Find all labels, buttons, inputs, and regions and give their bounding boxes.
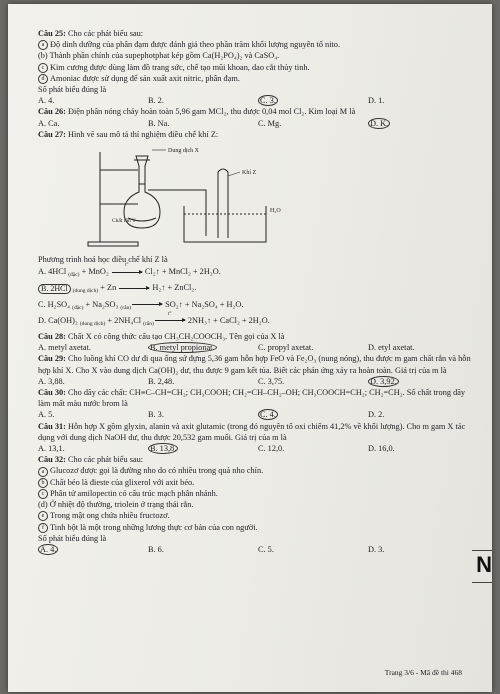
question-29 (38, 353, 478, 375)
option-label: D. K. (370, 118, 389, 128)
eq-mid: + MnO₂ (79, 267, 111, 277)
option-b[interactable] (148, 376, 258, 387)
options-q26 (38, 118, 478, 129)
option-b[interactable] (148, 544, 258, 555)
statement-text: Kim cương được dùng làm đồ trang sức, chế tạo mũi khoan, dao cắt thủy tinh. (50, 62, 310, 72)
option-label: B. Na. (148, 118, 170, 128)
option-c[interactable] (258, 95, 368, 106)
reaction-arrow (154, 311, 186, 326)
option-label: B. 13,8. (150, 444, 177, 454)
eq-left: A. 4HCl (38, 267, 69, 277)
collecting-tube (218, 169, 228, 238)
option-c[interactable] (38, 299, 478, 314)
statement-mark: d (38, 74, 48, 84)
statement-text: Glucozơ được gọi là đường nho do có nhiều trong quả nho chín. (50, 466, 264, 476)
option-a[interactable] (38, 409, 148, 420)
option-a[interactable] (38, 118, 148, 129)
option-c[interactable] (258, 376, 368, 387)
statement-mark: d (40, 500, 45, 510)
question-prompt: Số phát biểu đúng là (38, 85, 107, 95)
label-solid-y: Chất rắn Y (112, 218, 136, 225)
statement-text: Tinh bột là một trong những lương thực cơ bản của con người. (50, 522, 258, 532)
label-gas-z: Khí Z (242, 170, 257, 177)
option-d[interactable] (368, 342, 478, 353)
question-label: Câu 27: (38, 129, 66, 139)
eq-right: 2NH₃↑ + CaCl₂ + 2H₂O. (185, 315, 270, 325)
option-b[interactable] (148, 409, 258, 420)
option-label: B. metyl propionat. (150, 343, 215, 353)
option-label: B. 2,48. (148, 376, 175, 386)
options-q29 (38, 376, 478, 387)
exam-content (38, 28, 478, 555)
statement-f (38, 522, 478, 533)
question-text: Điện phân nóng chảy hoàn toàn 5,96 gam MCl₂, thu được 0,04 mol Cl₂. Kim loại M là (67, 107, 356, 117)
statement-d (38, 73, 478, 84)
option-a[interactable] (38, 95, 148, 106)
selected-mark (38, 284, 71, 294)
option-label: A. 3,88. (38, 376, 65, 386)
option-label: D. etyl axetat. (368, 343, 415, 353)
eq-condition: (rắn) (120, 304, 132, 311)
option-d[interactable] (368, 443, 478, 454)
option-label: B. 6. (148, 544, 164, 554)
options-q25 (38, 95, 478, 106)
statement-c (38, 62, 478, 73)
eq-left: C. H₂SO₄ (38, 299, 73, 309)
option-b[interactable] (148, 443, 258, 454)
option-b[interactable] (38, 282, 478, 297)
option-label: C. 5. (258, 544, 274, 554)
question-text: Hỗn hợp X gồm glyxin, alanin và axit glutamic (trong đó nguyên tố oxi chiếm 41,2% về khối lượng). Cho m gam X tác dụng với dung dịch NaOH dư, thu được 20,532 gam muối. Giá trị của m là (38, 421, 466, 442)
question-label: Câu 29: (38, 354, 66, 364)
question-text: Cho luồng khí CO dư đi qua ống sứ đựng 5,36 gam hỗn hợp FeO và Fe₂O₃ (nung nóng), thu được m gam chất rắn và hỗn hợp khí X. Cho X vào dung dịch Ca(OH)₂ dư, thu được 9 gam kết tủa. Biết các phản ứng xảy ra hoàn toàn. Giá trị của m là (38, 354, 471, 375)
option-c[interactable] (258, 118, 368, 129)
statement-b: (b) Thành phần chính của supephotphat kép gồm Ca(H₂PO₄)₂ và CaSO₄. (38, 51, 280, 61)
reaction-arrow (118, 282, 150, 293)
statement-mark: c (38, 489, 48, 499)
option-d[interactable] (368, 118, 478, 129)
question-text: Hình vẽ sau mô tả thí nghiệm điều chế khí Z: (67, 129, 219, 139)
eq-right: SO₂↑ + Na₂SO₄ + H₂O. (163, 299, 244, 309)
question-text: Cho các phát biểu sau: (67, 455, 144, 465)
option-c[interactable] (258, 443, 368, 454)
option-label: A. 13,1. (38, 444, 65, 454)
eq-mid: + Na₂SO₃ (83, 299, 121, 309)
option-label: C. Mg. (258, 118, 282, 128)
statement-d: (d) Ở nhiệt độ thường, triolein ở trạng thái rắn. (38, 500, 194, 510)
margin-line (472, 582, 492, 583)
apparatus-diagram (86, 142, 306, 250)
option-label: C. 12,0. (258, 444, 285, 454)
question-label: Câu 26: (38, 107, 66, 117)
option-a[interactable] (38, 376, 148, 387)
eq-right: Cl₂↑ + MnCl₂ + 2H₂O. (142, 267, 221, 277)
statement-mark: b (38, 478, 48, 488)
question-prompt: Số phát biểu đúng là (38, 533, 107, 543)
question-25 (38, 28, 478, 39)
option-d[interactable] (38, 311, 478, 330)
question-label: Câu 31: (38, 421, 66, 431)
water-trough (184, 206, 266, 242)
option-label: A. 4. (40, 544, 57, 554)
page-footer: Trang 3/6 - Mã đề thi 468 (384, 668, 462, 677)
eq-condition: (rắn) (143, 320, 154, 327)
option-c[interactable] (258, 544, 368, 555)
option-label: A. 5. (38, 410, 55, 420)
option-label: B. 3. (148, 410, 164, 420)
statement-mark: e (38, 511, 48, 521)
option-label: A. metyl axetat. (38, 343, 91, 353)
delivery-tube (148, 190, 206, 236)
question-text: Cho dãy các chất: CH≡C–CH=CH₂; CH₃COOH; CH₂=CH–CH₂–OH; CH₃COOCH=CH₂; CH₂=CH₂. Số chất trong dãy làm mất màu nước brom là (38, 388, 466, 409)
option-a[interactable] (38, 443, 148, 454)
stand-base (88, 242, 138, 246)
heat-label: t° (125, 263, 129, 269)
question-28 (38, 331, 478, 342)
option-label: A. 4. (38, 96, 55, 106)
option-label: D. 3. (368, 544, 385, 554)
option-label: D. 3,92. (370, 376, 397, 386)
heat-label: t° (168, 311, 172, 317)
question-prompt: Phương trình hoá học điều chế khí Z là (38, 255, 168, 265)
option-d[interactable] (368, 95, 478, 106)
question-label: Câu 30: (38, 388, 66, 398)
question-label: Câu 32: (38, 455, 66, 465)
option-label: B. 2. (148, 96, 164, 106)
option-label: A. Ca. (38, 118, 60, 128)
question-32 (38, 454, 478, 465)
margin-line (472, 550, 492, 551)
eq-condition: (dung dịch) (79, 320, 106, 327)
eq-mid: + Zn (98, 283, 119, 293)
option-a[interactable] (38, 544, 148, 555)
eq-mid: + 2NH₄Cl (105, 315, 144, 325)
eq-left: D. Ca(OH)₂ (38, 315, 80, 325)
statement-text: Amoniac được sử dụng để sản xuất axit nitric, phân đạm. (50, 73, 240, 83)
statement-text: Trong mật ong chứa nhiều fructozơ. (50, 511, 170, 521)
options-q32 (38, 544, 478, 555)
label-solution-x: Dung dịch X (168, 148, 199, 155)
eq-condition: (đặc) (72, 304, 84, 311)
statement-text: Chất béo là đieste của glixerol với axit béo. (50, 477, 195, 487)
option-label: C. 4. (260, 410, 276, 420)
eq-left: B. 2HCl (41, 283, 68, 293)
option-d[interactable] (368, 409, 478, 420)
eq-condition: (đặc) (68, 272, 80, 279)
statement-a (38, 39, 478, 50)
option-label: C. 3,75. (258, 376, 285, 386)
option-b[interactable] (148, 95, 258, 106)
question-27 (38, 129, 478, 140)
option-a[interactable] (38, 263, 478, 281)
question-26 (38, 106, 478, 117)
exam-page (8, 4, 492, 692)
option-label: C. propyl axetat. (258, 343, 314, 353)
statement-text: Độ dinh dưỡng của phân đạm được đánh giá theo phần trăm khối lượng nguyên tố nito. (50, 40, 341, 50)
option-d[interactable] (368, 376, 478, 387)
option-label: D. 1. (368, 96, 385, 106)
statement-mark: a (38, 467, 48, 477)
question-label: Câu 25: (38, 29, 66, 38)
statement-mark: a (38, 40, 48, 50)
question-label: Câu 28: (38, 332, 66, 342)
options-q30 (38, 409, 478, 420)
statement-e (38, 510, 478, 521)
statement-text: Ở nhiệt độ thường, triolein ở trạng thái rắn. (49, 500, 194, 510)
statement-c (38, 488, 478, 499)
option-c[interactable] (258, 342, 368, 353)
option-label: C. 3. (260, 96, 276, 106)
option-b[interactable] (148, 118, 258, 129)
question-31 (38, 421, 478, 443)
statement-mark: b (40, 51, 45, 61)
option-b[interactable] (148, 342, 258, 353)
options-q28 (38, 342, 478, 353)
statement-mark: f (38, 523, 48, 533)
question-text: Chất X có công thức cấu tạo CH₃CH₂COOCH₃. Tên gọi của X là (67, 332, 285, 342)
question-30 (38, 387, 478, 409)
reaction-arrow (111, 263, 143, 277)
option-a[interactable] (38, 342, 148, 353)
eq-condition: (dung dịch) (72, 288, 99, 295)
statement-mark: c (38, 63, 48, 73)
option-label: D. 16,0. (368, 444, 395, 454)
options-q31 (38, 443, 478, 454)
label-water: H₂O (270, 208, 281, 215)
statement-a (38, 465, 478, 476)
option-label: D. 2. (368, 410, 385, 420)
option-d[interactable] (368, 544, 478, 555)
statement-text: Phân tử amilopectin có cấu trúc mạch phân nhánh. (50, 488, 218, 498)
option-c[interactable] (258, 409, 368, 420)
experiment-figure (38, 142, 478, 250)
question-text: Cho các phát biểu sau: (67, 29, 144, 38)
side-mark: N (476, 552, 492, 577)
eq-right: H₂↑ + ZnCl₂. (150, 283, 197, 293)
statement-text: Thành phần chính của supephotphat kép gồm Ca(H₂PO₄)₂ và CaSO₄. (49, 51, 280, 61)
statement-b (38, 477, 478, 488)
